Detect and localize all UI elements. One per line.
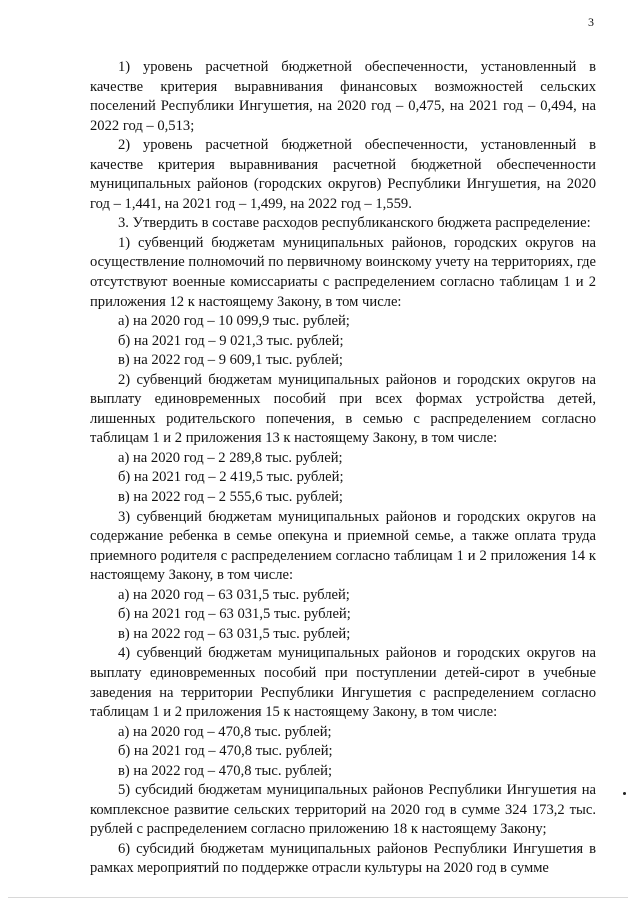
- list-item: а) на 2020 год – 2 289,8 тыс. рублей;: [118, 449, 343, 466]
- list-item: в) на 2022 год – 9 609,1 тыс. рублей;: [118, 352, 343, 369]
- list-item: в) на 2022 год – 63 031,5 тыс. рублей;: [118, 625, 351, 642]
- list-item: б) на 2021 год – 9 021,3 тыс. рублей;: [118, 332, 344, 349]
- paragraph: 4) субвенций бюджетам муниципальных районов и городских округов на выплату единовременных пособий при поступлении детей-сирот в учебные заведения на территории Республики Ингушетия с распределением согласно таблицам 1 и 2 приложения 15 к настоящему Закону, в том числе:: [90, 645, 596, 721]
- paragraph: 3. Утвердить в составе расходов республиканского бюджета распределение:: [118, 215, 591, 232]
- list-item: а) на 2020 год – 63 031,5 тыс. рублей;: [118, 586, 350, 603]
- page-number: 3: [588, 15, 594, 29]
- paragraph: 6) субсидий бюджетам муниципальных районов Республики Ингушетия в рамках мероприятий по поддержке отрасли культуры на 2020 год в сумме: [90, 840, 596, 877]
- page-bottom-edge: [8, 897, 628, 898]
- paragraph: 2) уровень расчетной бюджетной обеспеченности, установленный в качестве критерия выравнивания расчетной бюджетной обеспеченности муниципальных районов (городских округов) Республики Ингушетия, на 2020 год – 1,441, на 2021 год – 1,499, на 2022 год – 1,559.: [90, 137, 596, 212]
- document-body: [90, 58, 596, 879]
- paragraph: 1) субвенций бюджетам муниципальных районов, городских округов на осуществление полномочий по первичному воинскому учету на территориях, где отсутствуют военные комиссариаты с распределением согласно таблицам 1 и 2 приложения 12 к настоящему Закону, в том числе:: [90, 234, 596, 310]
- list-item: в) на 2022 год – 470,8 тыс. рублей;: [118, 762, 333, 779]
- scan-speck: [623, 792, 626, 795]
- paragraph: 1) уровень расчетной бюджетной обеспеченности, установленный в качестве критерия выравнивания финансовых возможностей сельских поселений Республики Ингушетия, на 2020 год – 0,475, на 2021 год – 0,494, на 2022 год – 0,513;: [90, 59, 596, 134]
- list-item: б) на 2021 год – 63 031,5 тыс. рублей;: [118, 606, 351, 623]
- list-item: б) на 2021 год – 2 419,5 тыс. рублей;: [118, 469, 344, 486]
- paragraph: 2) субвенций бюджетам муниципальных районов и городских округов на выплату единовременных пособий при всех формах устройства детей, лишенных родительского попечения, в семью с распределением согласно таблицам 1 и 2 приложения 13 к настоящему Закону, в том числе:: [90, 371, 596, 447]
- list-item: а) на 2020 год – 10 099,9 тыс. рублей;: [118, 313, 350, 330]
- paragraph: 5) субсидий бюджетам муниципальных районов Республики Ингушетия на комплексное развитие сельских территорий на 2020 год в сумме 324 173,2 тыс. рублей с распределением согласно приложению 18 к настоящему Закону;: [90, 782, 596, 838]
- paragraph: 3) субвенций бюджетам муниципальных районов и городских округов на содержание ребенка в семье опекуна и приемной семье, а также оплата труда приемного родителя с распределением согласно таблицам 1 и 2 приложения 14 к настоящему Закону, в том числе:: [90, 508, 596, 584]
- list-item: а) на 2020 год – 470,8 тыс. рублей;: [118, 723, 332, 740]
- list-item: б) на 2021 год – 470,8 тыс. рублей;: [118, 743, 333, 760]
- list-item: в) на 2022 год – 2 555,6 тыс. рублей;: [118, 489, 343, 506]
